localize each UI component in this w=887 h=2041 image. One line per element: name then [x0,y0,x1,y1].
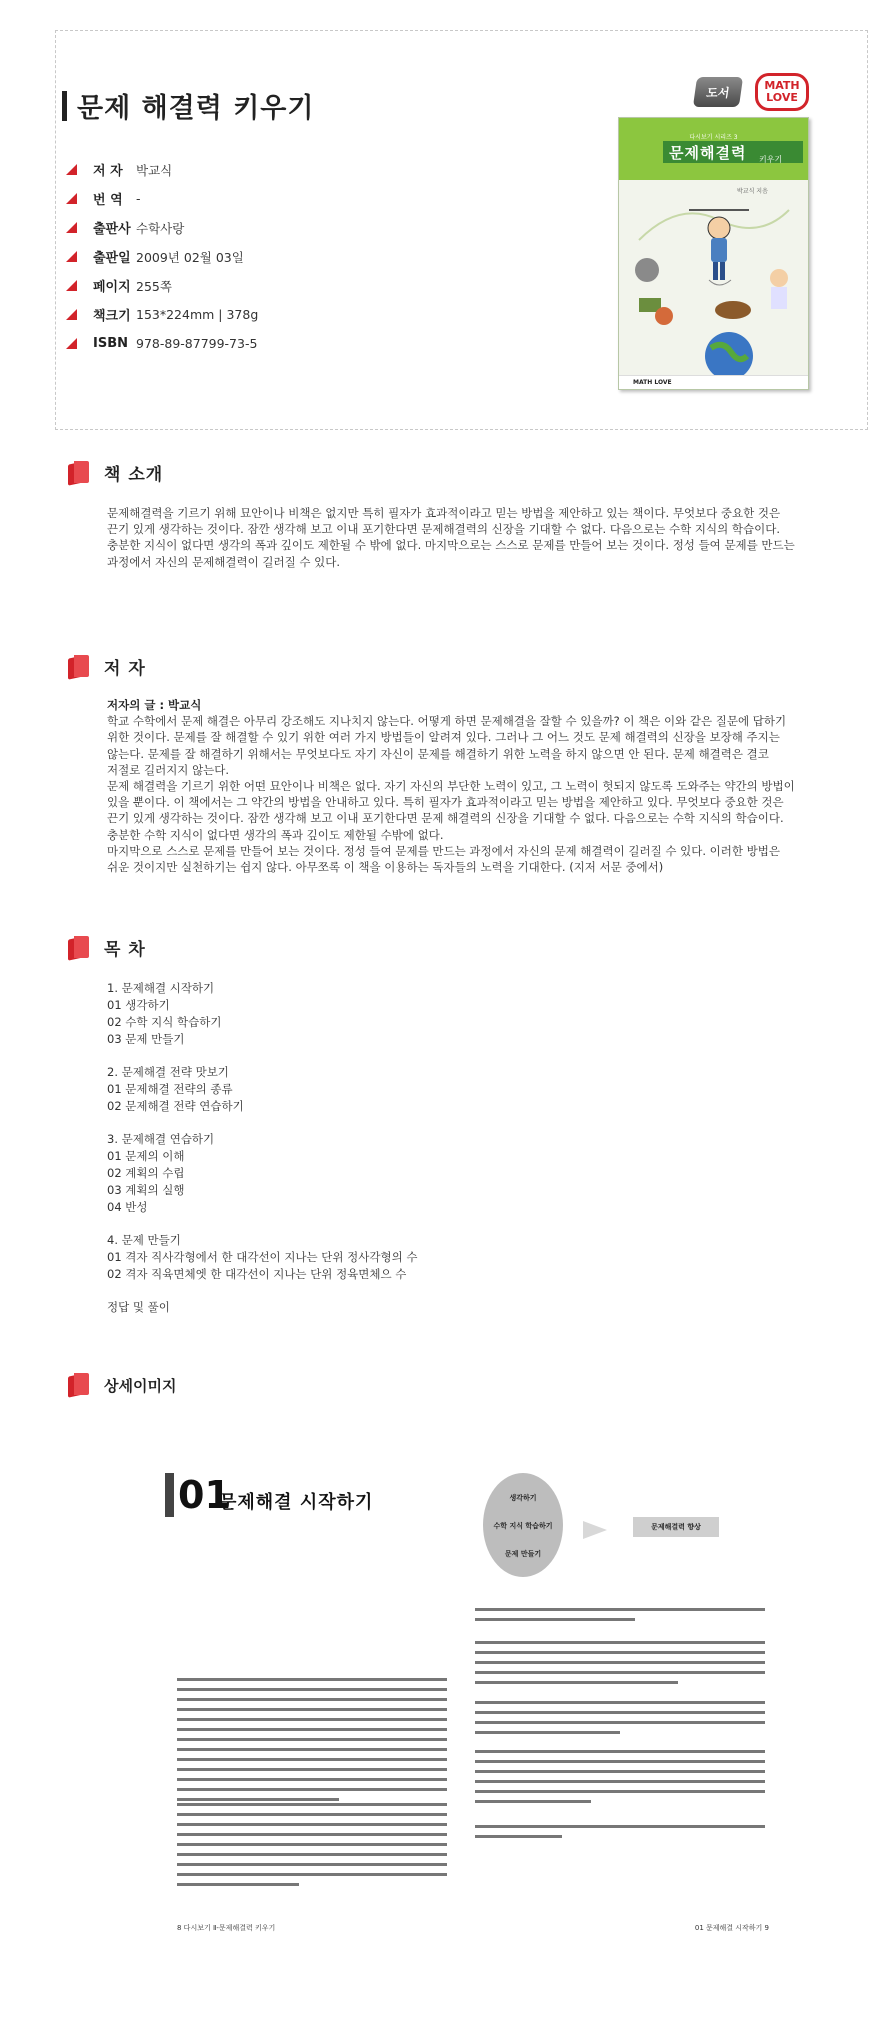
red-triangle-icon [66,222,77,233]
author-text [107,697,802,875]
section-title-detail: 상세이미지 [104,1376,177,1395]
oval-item: 수학 지식 학습하기 [493,1522,553,1530]
meta-row-pubdate [62,242,532,271]
oval-item: 생각하기 [509,1494,537,1502]
detail-page-left [157,1463,457,1933]
meta-value: 수학사랑 [136,220,185,236]
body-text-block [475,1641,765,1691]
page-footer-left: 8 다시보기 Ⅱ-문제해결력 키우기 [177,1924,276,1932]
category-badge [693,77,743,107]
cover-illustration [619,180,809,375]
meta-value: 255쪽 [136,278,172,294]
toc-item: 02 문제해결 전략 연습하기 [107,1099,244,1113]
logo-line2: LOVE [766,91,798,104]
meta-value: 153*224mm | 378g [136,307,259,322]
book-title: 문제 해결력 키우기 [77,93,315,124]
red-triangle-icon [66,338,77,349]
book-meta-list [62,155,532,358]
meta-value: 박교식 [136,162,173,178]
body-text-block [475,1825,765,1845]
meta-label: 번 역 [93,193,123,208]
cover-author: 박교식 지음 [737,188,768,195]
meta-value: - [136,191,141,206]
meta-row-pages [62,271,532,300]
chapter-title: 문제해결 시작하기 [219,1492,374,1513]
author-heading: 저자의 글 : 박교식 [107,698,202,712]
body-text-block [475,1608,765,1628]
toc-gap [107,1048,802,1064]
section-head-toc [68,935,146,960]
meta-label: ISBN [93,336,128,351]
toc-item: 2. 문제해결 전략 맛보기 [107,1065,229,1079]
meta-label: 출판사 [93,222,131,237]
oval-item: 문제 만들기 [504,1550,542,1558]
meta-value: 2009년 02월 03일 [136,249,244,265]
cover-title: 문제해결력 [669,143,747,162]
toc-item: 01 생각하기 [107,998,170,1012]
red-triangle-icon [66,251,77,262]
toc-item: 3. 문제해결 연습하기 [107,1132,215,1146]
body-text-block [177,1803,447,1893]
toc-gap [107,1283,802,1299]
chapter-number: 01 [165,1473,231,1517]
book-icon [68,936,90,960]
page-footer-right: 01 문제해결 시작하기 9 [694,1924,769,1932]
author-paragraph: 학교 수학에서 문제 해결은 아무리 강조해도 지나치지 않는다. 어떻게 하면 문제해결을 잘할 수 있을까? 이 책은 이와 같은 질문에 답하기 위한 것이다. 문제를 잘 해결할 수 있기 위한 여러 가지 방법들이 알려져 있다. 그러나 그 어느 것도 문제 해결력의 신장을 보장해 주지는 않는다. 문제를 잘 해결하기 위해서는 무엇보다도 자기 자신이 문제를 해결하기 위한 노력을 하지 않으면 안 된다. 문제 해결력은 결코 저절로 길러지지 않는다. [107,714,787,777]
author-paragraph: 마지막으로 스스로 문제를 만들어 보는 것이다. 정성 들여 문제를 만드는 과정에서 자신의 문제 해결력이 길러질 수 있다. 이러한 방법은 쉬운 것이지만 실천하기는 쉽지 않다. 아무쪼록 이 책을 이용하는 독자들의 노력을 기대한다. (지저 서문 중에서) [107,843,780,875]
toc-gap [107,1115,802,1131]
red-triangle-icon [66,164,77,175]
book-icon [68,1373,90,1397]
body-text-block [177,1678,447,1808]
math-love-logo [755,73,809,111]
intro-text: 문제해결력을 기르기 위해 묘안이나 비책은 없지만 특히 필자가 효과적이라고 믿는 방법을 제안하고 있는 책이다. 무엇보다 중요한 것은 끈기 있게 생각하는 것이다. 잠깐 생각해 보고 이내 포기한다면 문제해결력의 신장을 기대할 수 없다. 다음으로는 수학 지식의 학습이다. 충분한 지식이 없다면 생각의 폭과 깊이도 제한될 수 밖에 없다. 마지막으로는 스스로 문제를 만들어 보는 것이다. 정성 들여 문제를 만드는 과정에서 자신의 문제해결력이 길러질 수 있다. [107,506,795,569]
section-title-author: 저 자 [104,659,146,679]
book-title-row [62,86,314,125]
red-triangle-icon [66,309,77,320]
title-bar [62,91,67,121]
meta-row-author [62,155,532,184]
cover-logo: MATH LOVE [633,379,672,386]
meta-label: 책크기 [93,309,131,324]
toc-item: 02 수학 지식 학습하기 [107,1015,222,1029]
goal-box: 문제해결력 향상 [633,1517,719,1537]
toc-item: 02 격자 직육면체엣 한 대각선이 지나는 단위 정육면체으 수 [107,1267,407,1281]
book-cover-image [618,117,809,390]
toc-item: 01 문제의 이해 [107,1149,185,1163]
toc-list [107,980,802,1316]
meta-row-publisher [62,213,532,242]
toc-item: 02 계획의 수립 [107,1166,185,1180]
toc-item: 03 계획의 실행 [107,1183,185,1197]
section-head-detail [68,1373,176,1397]
toc-item: 01 문제해결 전략의 종류 [107,1082,233,1096]
toc-item: 04 반성 [107,1200,148,1214]
meta-label: 페이지 [93,280,131,295]
toc-item: 1. 문제해결 시작하기 [107,981,215,995]
body-text-block [475,1750,765,1810]
meta-value: 978-89-87799-73-5 [136,336,258,351]
toc-item: 정답 및 풀이 [107,1300,170,1314]
arrow-right-icon [583,1521,607,1539]
detail-image [157,1463,777,1933]
detail-page-right [475,1463,777,1933]
body-text-block [475,1701,765,1741]
meta-label: 출판일 [93,251,131,266]
category-badge-label: 도서 [705,85,731,100]
section-head-author [68,654,146,679]
book-icon [68,655,90,679]
red-triangle-icon [66,280,77,291]
meta-row-isbn [62,329,532,358]
cover-subtitle: 키우기 [759,155,783,164]
cover-series: 다시보기 시리즈 3 [689,134,738,141]
meta-row-size [62,300,532,329]
author-paragraph: 문제 해결력을 기르기 위한 어떤 묘안이나 비책은 없다. 자기 자신의 부단한 노력이 있고, 그 노력이 헛되지 않도록 도와주는 약간의 방법이 있을 뿐이다. 이 책에서는 그 약간의 방법을 안내하고 있다. 특히 필자가 효과적이라고 믿는 방법을 제안하고 있다. 무엇보다 중요한 것은 끈기 있게 생각하는 것이다. 잠깐 생각해 보고 이내 포기한다면 문제 해결력의 신장을 기대할 수 없다. 다음으로는 수학 지식의 학습이다. 충분한 수학 지식이 없다면 생각의 폭과 깊이도 제한될 수밖에 없다. [107,779,795,842]
book-icon [68,461,90,485]
red-triangle-icon [66,193,77,204]
toc-item: 01 격자 직사각형에서 한 대각선이 지나는 단위 정사각형의 수 [107,1250,418,1264]
toc-item: 4. 문제 만들기 [107,1233,181,1247]
toc-item: 03 문제 만들기 [107,1032,185,1046]
section-title-intro: 책 소개 [104,465,164,485]
badges [695,73,809,111]
section-title-toc: 목 차 [104,940,146,960]
section-head-intro [68,460,163,485]
logo-line1: MATH [764,79,800,92]
meta-row-translator [62,184,532,213]
meta-label: 저 자 [93,164,123,179]
toc-gap [107,1216,802,1232]
